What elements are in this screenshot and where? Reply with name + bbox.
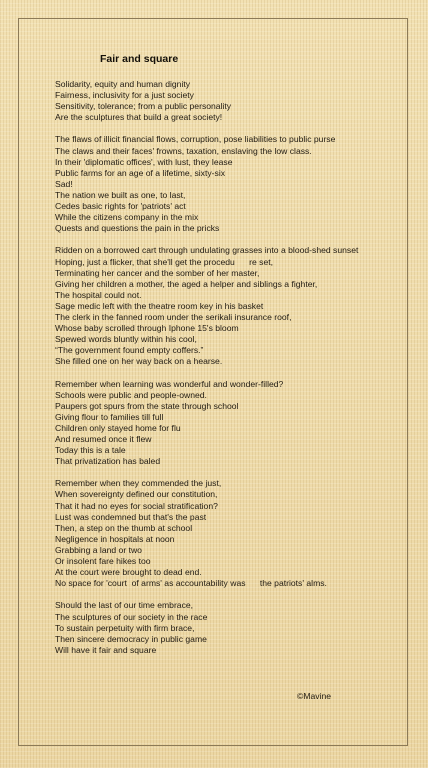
stanza-5 [55,478,405,589]
stanza-1 [55,79,405,123]
poem-line: Today this is a tale [55,445,126,456]
poem-line: In their 'diplomatic offices', with lust, they lease [55,156,233,167]
poem-line: The nation we built as one, to last, [55,189,186,200]
poem-line: Terminating her cancer and the somber of her master, [55,267,260,278]
poem-line: The sculptures of our society in the race [55,611,208,622]
poem-line: While the citizens company in the mix [55,212,199,223]
poem-line: She filled one on her way back on a hearse. [55,356,223,367]
poem-line: “The government found empty coffers.” [55,345,204,356]
poem-line: Hoping, just a flicker, that she'll get the procedu re set, [55,256,274,267]
author-signature: ©Mavine [297,691,332,701]
poem-line: Sensitivity, tolerance; from a public personality [55,101,232,112]
poem-line: That it had no eyes for social stratification? [55,500,218,511]
poem-line: Fairness, inclusivity for a just society [55,90,194,101]
poem-line: Spewed words bluntly within his cool, [55,334,197,345]
poem-line: Are the sculptures that build a great society! [55,112,223,123]
poem-line: Giving her children a mother, the aged a helper and siblings a fighter, [55,278,318,289]
poem-line: Giving flour to families till full [55,411,164,422]
poem-line: Sad! [55,178,73,189]
poem-line: Public farms for an age of a lifetime, sixty-six [55,167,226,178]
poem-line: Paupers got spurs from the state through school [55,400,239,411]
poem-title: Fair and square [100,53,179,65]
poem-line: Remember when learning was wonderful and wonder-filled? [55,378,284,389]
poem-line: The clerk in the fanned room under the serikali insurance roof, [55,311,292,322]
poem-line: Whose baby scrolled through Iphone 15's bloom [55,323,239,334]
stanza-6 [55,600,405,655]
poem-line: Remember when they commended the just, [55,478,222,489]
poem-body [55,79,405,667]
poem-line: At the court were brought to dead end. [55,567,202,578]
poem-line: Negligence in hospitals at noon [55,533,175,544]
poem-line: Quests and questions the pain in the pricks [55,223,220,234]
poem-line: When sovereignty defined our constitution, [55,489,218,500]
stanza-3 [55,245,405,367]
poem-line: Children only stayed home for flu [55,422,181,433]
poem-line: Schools were public and people-owned. [55,389,207,400]
poem-line: Then, a step on the thumb at school [55,522,193,533]
poem-line: That privatization has baled [55,456,161,467]
poem-line: Will have it fair and square [55,644,157,655]
poem-line: Solidarity, equity and human dignity [55,79,191,89]
poem-line: To sustain perpetuity with firm brace, [55,622,195,633]
poem-line: The claws and their faces' frowns, taxation, enslaving the low class. [55,145,312,156]
poem-line: And resumed once it flew [55,434,152,444]
poem-line: Grabbing a land or two [55,544,142,555]
poem-line: Or insolent fare hikes too [55,556,151,567]
poem-line: Sage medic left with the theatre room key in his basket [55,300,264,311]
poem-line: Then sincere democracy in public game [55,633,207,644]
poem-line: Cedes basic rights for 'patriots' act [55,201,186,212]
poem-line: Should the last of our time embrace, [55,600,194,611]
poem-line: The flaws of illicit financial flows, corruption, pose liabilities to public purse [55,134,336,145]
poem-line: The hospital could not. [55,289,142,300]
poem-line: No space for 'court of arms' as accountability was the patriots' alms. [55,578,327,589]
poem-line: Ridden on a borrowed cart through undulating grasses into a blood-shed sunset [55,245,359,256]
stanza-4 [55,379,405,468]
poem-line: Lust was condemned but that's the past [55,511,207,522]
stanza-2 [55,134,405,234]
